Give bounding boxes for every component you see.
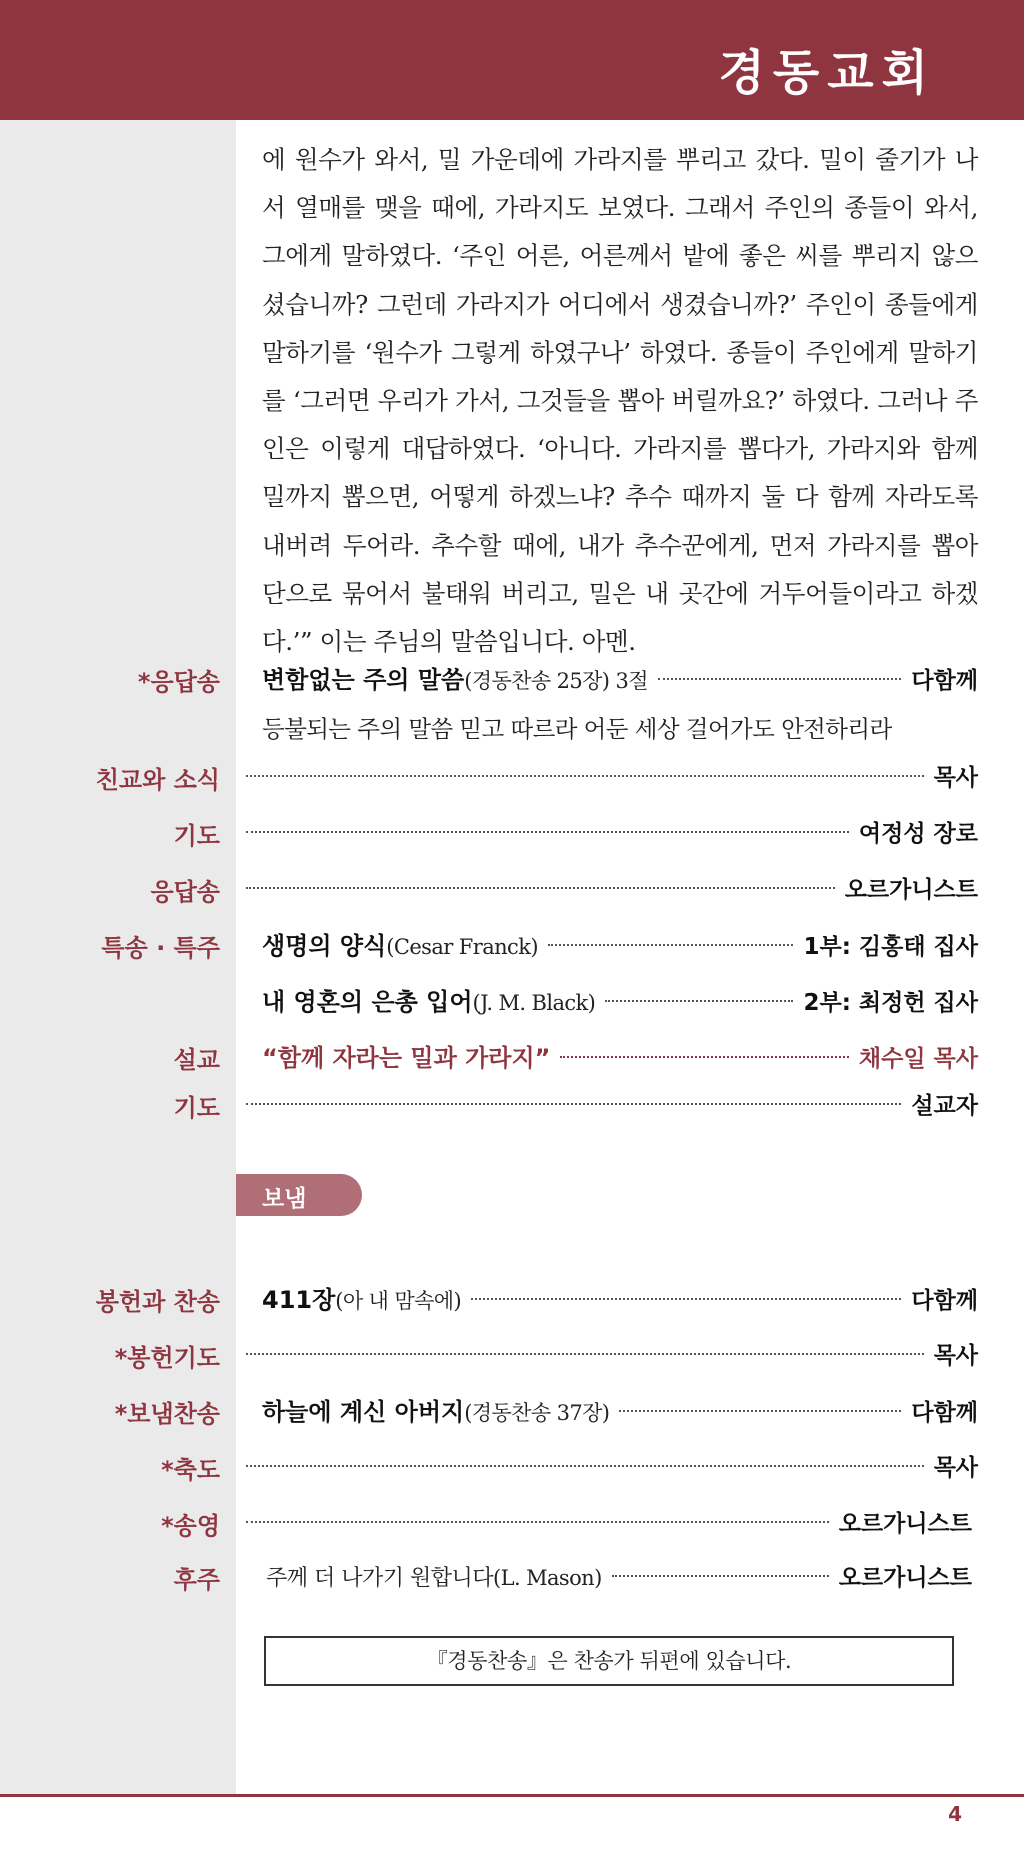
fellowship-row [236,758,978,798]
label-sending-hymn: *보냄찬송 [114,1400,220,1428]
leader-dots [548,944,794,946]
footer-rule [0,1794,1024,1797]
prayer-leader: 여정성 장로 [858,821,978,847]
label-sermon-prayer: 기도 [173,1094,220,1122]
sermon-prayer-row [236,1086,978,1126]
reading-line: 내버려 두어라. 추수할 때에, 내가 추수꾼에게, 먼저 가라지를 뽑아 [262,530,978,560]
special-music-composer-1: (Cesar Franck) [386,935,538,959]
reading-line: 말하기를 ‘원수가 그렇게 하였구나’ 하였다. 종들이 주인에게 말하기 [262,337,978,367]
response-hymn-title: 변함없는 주의 말씀 [262,666,465,694]
reading-line: 밀까지 뽑으면, 어떻게 하겠느냐? 추수 때까지 둘 다 함께 자라도록 [262,482,978,512]
leader-dots [246,775,924,777]
postlude-composer: (L. Mason) [493,1566,602,1590]
label-benediction: *축도 [161,1456,220,1484]
offering-hymn-detail: (아 내 맘속에) [335,1289,462,1313]
leader-dots [246,887,835,889]
benediction-leader: 목사 [933,1455,978,1481]
page-number: 4 [948,1802,962,1826]
offering-prayer-row [236,1336,978,1376]
label-fellowship: 친교와 소식 [95,766,220,794]
church-name: 경동교회 [718,45,936,101]
label-response-song: 응답송 [150,878,220,906]
benediction-row [236,1448,978,1488]
offering-hymn-number: 411장 [262,1286,336,1314]
reading-line: 인은 이렇게 대답하였다. ‘아니다. 가라지를 뽑다가, 가라지와 함께 [262,434,978,464]
leader-dots [605,1000,793,1002]
special-music-performer-1: 1부: 김홍태 집사 [803,934,978,960]
reading-line: 서 열매를 맺을 때에, 가라지도 보였다. 그래서 주인의 종들이 와서, [262,193,978,223]
special-music-performer-2: 2부: 최정헌 집사 [803,990,978,1016]
label-postlude: 후주 [173,1566,220,1594]
doxology-row [236,1504,972,1544]
response-hymn-lyric: 등불되는 주의 말씀 믿고 따르라 어둔 세상 걸어가도 안전하리라 [262,715,892,743]
label-offering-prayer: *봉헌기도 [114,1344,220,1372]
leader-dots [619,1410,901,1412]
postlude-title: 주께 더 나가기 원합니다 [266,1566,494,1591]
leader-dots [612,1575,829,1577]
response-hymn-detail: (경동찬송 25장) 3절 [464,669,648,693]
sending-hymn-detail: (경동찬송 37장) [464,1401,610,1425]
sermon-preacher: 채수일 목사 [858,1046,978,1072]
section-tab-sending [236,1174,362,1216]
reading-line: 그에게 말하였다. ‘주인 어른, 어른께서 밭에 좋은 씨를 뿌리지 않으 [262,241,978,271]
leader-dots [560,1056,848,1058]
offering-prayer-leader: 목사 [933,1343,978,1369]
special-music-title-1: 생명의 양식 [262,932,387,960]
special-music-row-2 [262,982,978,1022]
response-song-row [236,870,978,910]
label-doxology: *송영 [161,1512,220,1540]
page-header [0,0,1024,120]
leader-dots [246,1465,924,1467]
section-tab-label: 보냄 [262,1186,307,1212]
scripture-reading [262,136,978,666]
sending-hymn-row [262,1392,978,1432]
response-song-leader: 오르가니스트 [844,877,978,903]
offering-row [262,1280,978,1320]
reading-line: 다.’” 이는 주님의 말씀입니다. 아멘. [262,627,636,657]
postlude-leader: 오르가니스트 [838,1565,972,1591]
leader-dots [246,1103,901,1105]
label-prayer: 기도 [173,822,220,850]
special-music-composer-2: (J. M. Black) [472,991,596,1015]
reading-line: 단으로 묶어서 불태워 버리고, 밀은 내 곳간에 거두어들이라고 하겠 [262,578,978,608]
reading-line: 셨습니까? 그런데 가라지가 어디에서 생겼습니까?’ 주인이 종들에게 [262,289,978,319]
hymnal-notice-box: 『경동찬송』은 찬송가 뒤편에 있습니다. [264,1636,954,1686]
response-hymn-row [262,660,978,700]
sending-hymn-leader: 다함께 [911,1400,978,1426]
reading-line: 를 ‘그러면 우리가 가서, 그것들을 뽑아 버릴까요?’ 하였다. 그러나 주 [262,386,978,416]
leader-dots [658,678,901,680]
label-response-hymn: *응답송 [137,668,220,696]
leader-dots [246,1521,829,1523]
leader-dots [246,831,849,833]
label-special-music: 특송 · 특주 [101,934,220,962]
reading-line: 에 원수가 와서, 밀 가운데에 가라지를 뿌리고 갔다. 밀이 줄기가 나 [262,145,978,174]
leader-dots [246,1353,924,1355]
sermon-prayer-leader: 설교자 [911,1093,978,1119]
prayer-row [236,814,978,854]
label-sermon: 설교 [173,1046,220,1074]
doxology-leader: 오르가니스트 [838,1511,972,1537]
postlude-row [266,1558,972,1598]
sermon-row [262,1038,978,1078]
offering-leader: 다함께 [911,1288,978,1314]
fellowship-leader: 목사 [933,765,978,791]
leader-dots [471,1298,901,1300]
sending-hymn-title: 하늘에 계신 아버지 [262,1398,465,1426]
special-music-title-2: 내 영혼의 은총 입어 [262,988,473,1016]
response-hymn-leader: 다함께 [911,668,978,694]
special-music-row-1 [262,926,978,966]
label-offering: 봉헌과 찬송 [95,1288,220,1316]
sermon-title: “함께 자라는 밀과 가라지” [262,1044,551,1072]
